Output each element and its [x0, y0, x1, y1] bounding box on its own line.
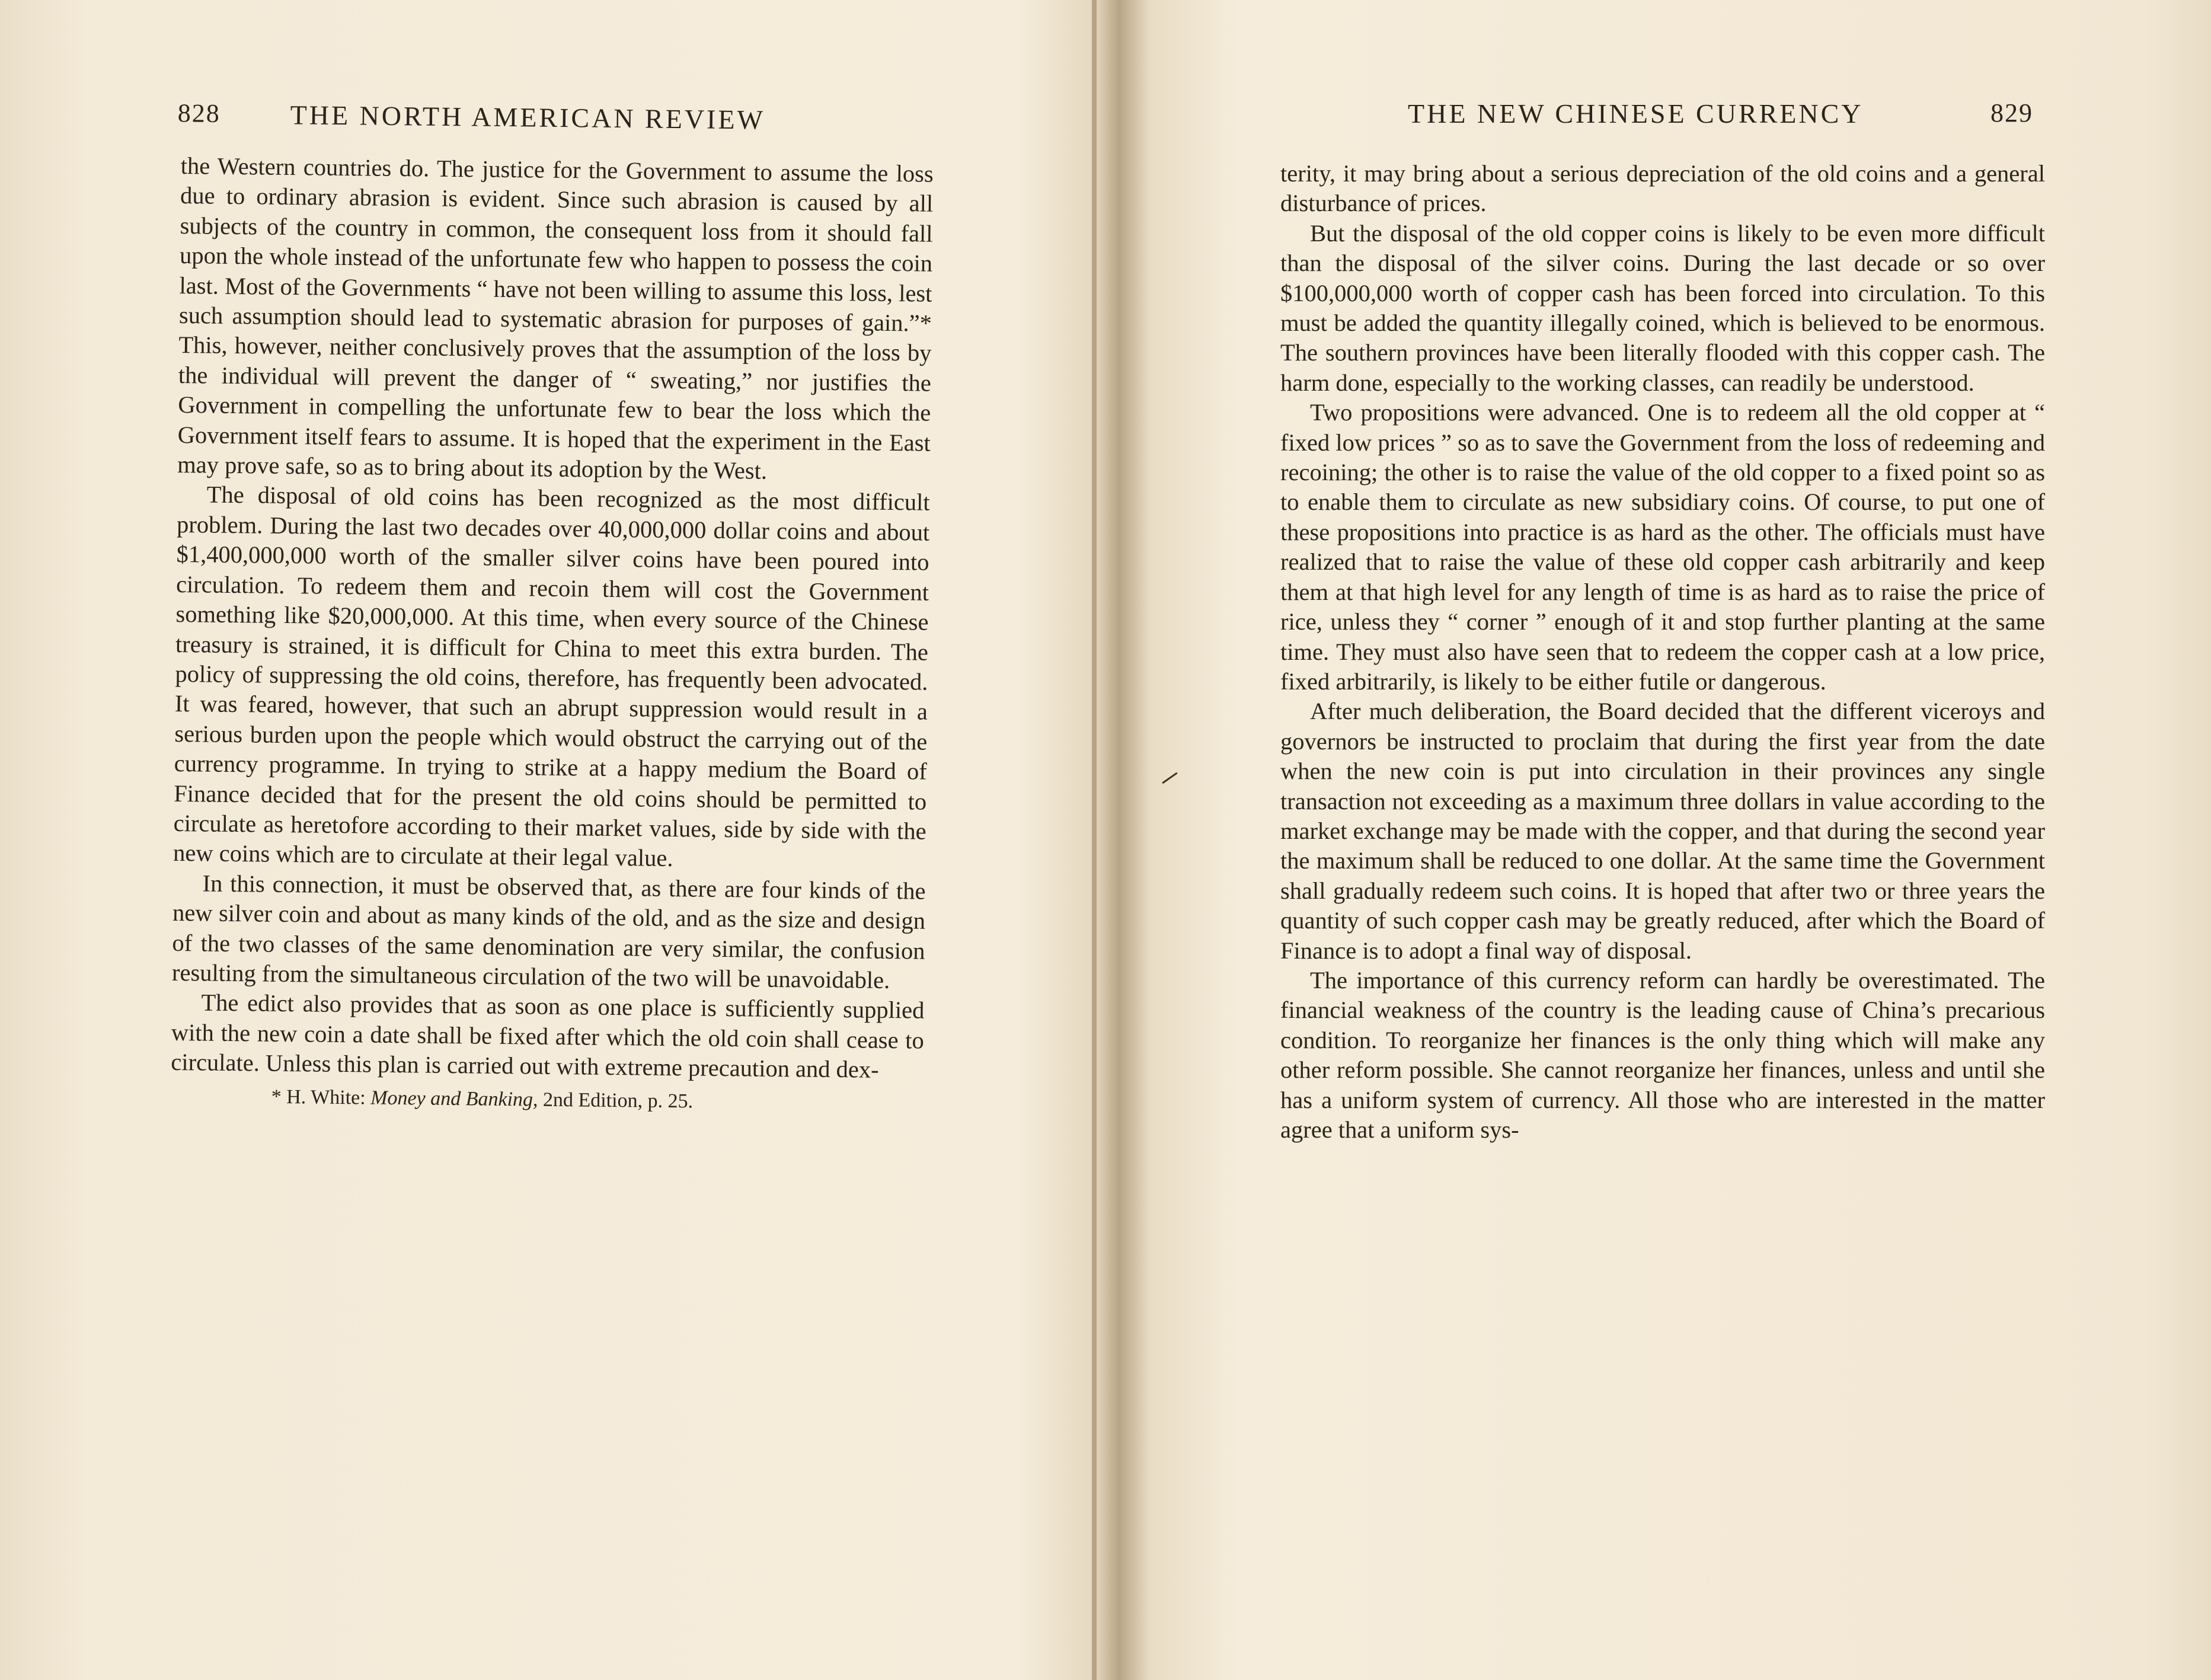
- footnote-suffix: 2nd Edition, p. 25.: [542, 1088, 694, 1113]
- paragraph: The importance of this currency reform can hardly be overestimated. The financial weakness of the country is the leading cause of China’s precarious condition. To reorganize her finances is the only thing which will make any other reform possible. She cannot reorganize her finances, unless and until she has a uniform system of currency. All those who are interested in the matter agree that a uniform sys-: [1280, 966, 2045, 1143]
- right-running-head: [1274, 98, 2039, 139]
- left-running-head: [165, 98, 931, 148]
- left-page-number: 828: [177, 98, 221, 128]
- footnote-title: Money and Banking,: [370, 1087, 538, 1111]
- right-page-body: [1280, 159, 2045, 1145]
- right-running-title: THE NEW CHINESE CURRENCY: [1408, 98, 1864, 129]
- footnote-prefix: * H. White:: [271, 1085, 366, 1109]
- paragraph: the Western countries do. The justice for the Government to assume the loss due to ordinary abrasion is evident. Since such abrasion is caused by all subjects of the country in common, the consequent loss from it should fall upon the whole instead of the unfortunate few who happen to possess the coin last. Most of the Governments “ have not been willing to assume this loss, lest such assumption should lead to systematic abrasion for purposes of gain.”* This, however, neither conclusively proves that the assumption of the loss by the individual will prevent the danger of “ sweating,” nor justifies the Government in compelling the unfortunate few to bear the loss which the Government itself fears to assume. It is hoped that the experiment in the East may prove safe, so as to bring about its adoption by the West.: [177, 152, 934, 484]
- paragraph: After much deliberation, the Board decided that the different viceroys and governors be instructed to proclaim that during the first year from the date when the new coin is put into circulation in their provinces any single transaction not exceeding as a maximum three dollars in value according to the market exchange may be made with the copper, and that during the second year the maximum shall be reduced to one dollar. At the same time the Government shall gradually redeem such coins. It is hoped that after two or three years the quantity of such copper cash may be greatly reduced, after which the Board of Finance is to adopt a final way of disposal.: [1280, 698, 2045, 964]
- paragraph: The edict also provides that as soon as one place is sufficiently supplied with the new coin a date shall be fixed after which the old coin shall cease to circulate. Unless this plan is carried out with extreme precaution and dex-: [171, 989, 925, 1084]
- paragraph: The disposal of old coins has been recognized as the most difficult problem. During the last two decades over 40,000,000 dollar coins and about $1,400,000,000 worth of the smaller silver coins have been poured into circulation. To redeem them and recoin them will cost the Government something like $20,000,000. At this time, when every source of the Chinese treasury is strained, it is difficult for China to meet this extra burden. The policy of suppressing the old coins, therefore, has frequently been advocated. It was feared, however, that such an abrupt suppression would result in a serious burden upon the people which would obstruct the carrying out of the currency programme. In trying to strike at a happy medium the Board of Finance decided that for the present the old coins should be permitted to circulate as heretofore according to their market values, side by side with the new coins which are to circulate at their legal value.: [172, 481, 930, 872]
- footnote: [171, 1084, 924, 1117]
- pencil-mark: [1158, 766, 1177, 784]
- right-page-number: 829: [1990, 98, 2033, 127]
- paragraph: Two propositions were advanced. One is to redeem all the old copper at “ fixed low prices ” so as to save the Government from the loss of redeeming and recoining; the other is to raise the value of the old copper to a fixed point so as to enable them to circulate as new subsidiary coins. Of course, to put one of these propositions into practice is as hard as the other. The officials must have realized that to raise the value of these old copper cash arbitrarily and keep them at that high level for any length of time is as hard as to raise the price of rice, unless they “ corner ” enough of it and stop further planting at the same time. They must also have seen that to redeem the copper cash at a low price, fixed arbitrarily, is likely to be either futile or dangerous.: [1280, 399, 2046, 695]
- book-gutter: [1092, 0, 1097, 1680]
- paragraph: In this connection, it must be observed that, as there are four kinds of the new silver coin and about as many kinds of the old, and as the size and design of the two classes of the same denomination are very similar, the confusion resulting from the simultaneous circulation of the two will be unavoidable.: [171, 870, 926, 994]
- left-page-body: [171, 151, 934, 1116]
- paragraph: terity, it may bring about a serious depreciation of the old coins and a general disturbance of prices.: [1280, 160, 2045, 217]
- left-running-title: THE NORTH AMERICAN REVIEW: [290, 100, 766, 135]
- paragraph: But the disposal of the old copper coins is likely to be even more difficult than the disposal of the silver coins. During the last decade or so over $100,000,000 worth of copper cash has been forced into circulation. To this must be added the quantity illegally coined, which is believed to be enormous. The southern provinces have been literally flooded with this copper cash. The harm done, especially to the working classes, can readily be understood.: [1280, 219, 2045, 396]
